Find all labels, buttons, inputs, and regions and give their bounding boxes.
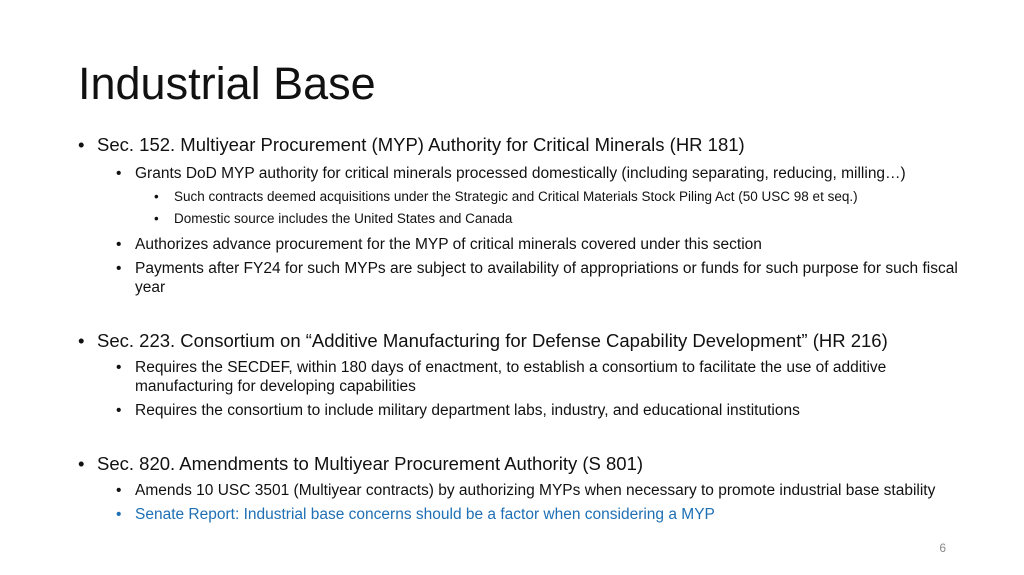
section-heading-sec-820: • Sec. 820. Amendments to Multiyear Procurement Authority (S 801)	[78, 452, 978, 476]
bullet-consortium-members: • Requires the consortium to include military department labs, industry, and educational institutions	[116, 401, 978, 420]
section-heading-sec-152: • Sec. 152. Multiyear Procurement (MYP) Authority for Critical Minerals (HR 181)	[78, 133, 978, 157]
bullet-payments-after-fy24: • Payments after FY24 for such MYPs are subject to availability of appropriations or funds for such purpose for such fiscal year	[116, 259, 978, 297]
slide-body	[78, 133, 978, 524]
bullet-senate-report: • Senate Report: Industrial base concerns should be a factor when considering a MYP	[116, 505, 978, 524]
page-number: 6	[939, 541, 946, 555]
bullet-amends-10-usc-3501: • Amends 10 USC 3501 (Multiyear contracts) by authorizing MYPs when necessary to promote industrial base stability	[116, 481, 978, 500]
section-heading-sec-223: • Sec. 223. Consortium on “Additive Manufacturing for Defense Capability Development” (HR 216)	[78, 329, 978, 353]
bullet-advance-procurement: • Authorizes advance procurement for the MYP of critical minerals covered under this section	[116, 235, 978, 254]
slide-title: Industrial Base	[78, 58, 376, 109]
sub-bullet-stock-piling-act: • Such contracts deemed acquisitions under the Strategic and Critical Materials Stock Piling Act (50 USC 98 et seq.)	[154, 186, 978, 208]
bullet-requires-secdef: • Requires the SECDEF, within 180 days of enactment, to establish a consortium to facilitate the use of additive manufacturing for developing capabilities	[116, 358, 978, 396]
bullet-grants-dod-myp: • Grants DoD MYP authority for critical minerals processed domestically (including separating, reducing, milling…)	[116, 164, 978, 183]
sub-bullet-domestic-source: • Domestic source includes the United States and Canada	[154, 208, 978, 230]
